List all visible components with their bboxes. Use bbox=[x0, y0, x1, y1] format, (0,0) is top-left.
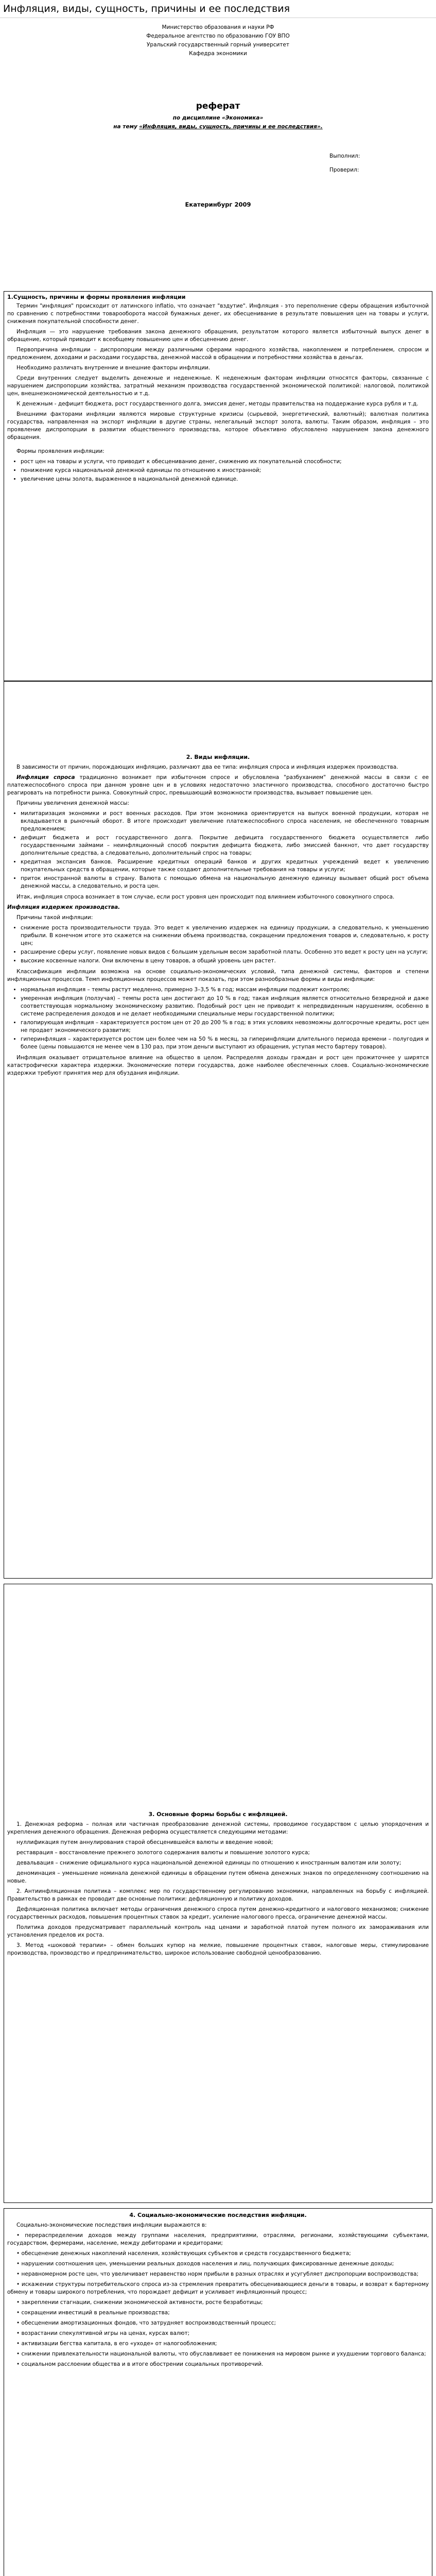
demand-causes-list bbox=[7, 810, 429, 890]
paragraph: деноминация – уменьшение номинала денежной единицы в обращении путем обмена денежных знаков по определенному соотношению на новые. bbox=[7, 1870, 429, 1884]
forms-label: Формы проявления инфляции: bbox=[16, 448, 104, 454]
discipline-prefix: по дисциплине bbox=[172, 115, 220, 121]
list-item: • активизации бегства капитала, в его «уходе» от налогообложения; bbox=[16, 2341, 217, 2347]
paragraph: Необходимо различать внутренние и внешние факторы инфляции. bbox=[16, 365, 211, 371]
paragraph: девальвация – снижение официального курса национальной денежной единицы по отношению к иностранным валютам или золоту; bbox=[16, 1860, 402, 1866]
list-item: • нормальная инфляция – темпы растут медленно, примерно 3–3,5 % в год; массам инфляции подлежит контролю; bbox=[21, 986, 429, 994]
paragraph: Термин "инфляция" происходит от латинского inflatio, что означает "вздутие". Инфляция - это переполнение сферы обращения избыточной по сравнению с потребностями товарооборота массой бумажных денег, их обесценивание в результате повышения цен на товары и услуги, снижения покупательной способности денег. bbox=[7, 303, 429, 325]
list-item: • умеренная инфляция (ползучая) – темпы роста цен достигают до 10 % в год; такая инфляция является относительно безвредной и даже соответствующая нормальному экономическому развитию. Подобный рост цен не приводит к непредвиденным нарушениям, особенно в системе распределения доходов и не делает необходимыми специальные меры государственной политики; bbox=[21, 995, 429, 1018]
document bbox=[4, 18, 432, 2576]
cost-causes-label: Причины такой инфляции: bbox=[16, 914, 93, 921]
paragraph: Дефляционная политика включает методы ограничения денежного спроса путем денежно-кредитного и налогового механизмов; снижение государственных расходов, повышения процентных ставок за кредит, усиление налогового пресса, ограничение денежной массы. bbox=[7, 1906, 429, 1920]
doc-type: реферат bbox=[196, 101, 240, 111]
paragraph: Итак, инфляция спроса возникает в том случае, если рост уровня цен происходит под влиянием избыточного совокупного спроса. bbox=[16, 894, 395, 900]
list-item: • рост цен на товары и услуги, что приводит к обесцениванию денег, снижению их покупательной способности; bbox=[21, 458, 429, 466]
demand-label: Инфляция спроса bbox=[16, 774, 75, 781]
paragraph: Инфляция оказывает отрицательное влияние на общество в целом. Распределяя доходы граждан и рост цен прожиточнее у ширятся катастрофически характера издержки. Экономические потери государства, доже наиболее обеспеченных слоев. Социально-экономические издержки требуют принятия мер для обуздания инфляции. bbox=[7, 1055, 429, 1076]
inflation-types-list bbox=[7, 986, 429, 1051]
paragraph: 2. Антиинфляционная политика – комплекс мер по государственному регулированию экономики, направленных на борьбу с инфляцией. Правительство в рамках ее проводит две основные политики: дефляционную и политику доходов. bbox=[7, 1888, 429, 1902]
paragraph: Классификация инфляции возможна на основе социально-экономических условий, типа денежной системы, факторов и степени инфляционных процессов. Темп инфляционных процессов может показать, при этом разнообразные формы и виды инфляции: bbox=[7, 969, 429, 982]
section-1-box bbox=[4, 291, 432, 681]
section-2-heading: 2. Виды инфляции. bbox=[186, 754, 250, 760]
title-page-header bbox=[4, 23, 432, 58]
list-item: • обесценение денежных накоплений населения, хозяйствующих субъектов и средств государственного бюджета; bbox=[16, 2250, 351, 2257]
list-item: • кредитная экспансия банков. Расширение кредитных операций банков и других кредитных учреждений ведет к увеличению покупательных средств в обращении, которые также создают дополнительные требования на товары и услуги; bbox=[21, 858, 429, 874]
university-line: Уральский государственный горный университет bbox=[147, 42, 289, 48]
list-item: • снижении привлекательности национальной валюты, что обуславливает ее понижения на мировом рынке и ухудшении торгового баланса; bbox=[16, 2351, 426, 2357]
paragraph: Политика доходов предусматривает параллельный контроль над ценами и заработной платой путем полного их замораживания или установления пределов их роста. bbox=[7, 1924, 429, 1938]
ministry-line: Министерство образования и науки РФ bbox=[162, 24, 274, 30]
section-2-box bbox=[4, 681, 432, 1579]
section-3-box bbox=[4, 1584, 432, 2203]
paragraph: реставрация – восстановление прежнего золотого содержания валюты и повышение золотого курса; bbox=[16, 1850, 310, 1856]
paragraph: 1. Денежная реформа – полная или частичная преобразование денежной системы, проводимое государством с целью упорядочения и укрепления денежного обращения. Денежная реформа осуществляется следующими методами: bbox=[7, 1821, 429, 1835]
checked-label: Проверил: bbox=[329, 167, 359, 173]
list-item: • закреплении стагнации, снижении экономической активности, росте безработицы; bbox=[16, 2299, 263, 2306]
section-1-heading: 1.Сущность, причины и формы проявления инфляции bbox=[7, 294, 186, 300]
page-title: Инфляция, виды, сущность, причины и ее последствия bbox=[3, 3, 290, 14]
paragraph: В зависимости от причин, порождающих инфляцию, различают два ее типа: инфляция спроса и инфляция издержек производства. bbox=[16, 764, 398, 770]
section-4-content bbox=[7, 2212, 429, 2371]
list-item: • искажении структуры потребительского спроса из-за стремления превратить обесценивающиеся деньги в товары, и возврат к бартерному обмену и товары широкого потребления, что порождает дефицит и усиливает инфляционный процесс; bbox=[7, 2281, 429, 2295]
paragraph: К денежным - дефицит бюджета, рост государственного долга, эмиссия денег, методы правительства на поддержание курса рубля и т.д. bbox=[16, 401, 418, 407]
department-line: Кафедра экономики bbox=[189, 50, 247, 57]
section-3-heading: 3. Основные формы борьбы с инфляцией. bbox=[148, 1811, 288, 1818]
paragraph: 3. Метод «шоковой терапии» – обмен больших купюр на мелкие, повышение процентных ставок, налоговые меры, стимулирование производства, производство и предпринимательство, широкое использование свободной ценообразованию. bbox=[7, 1942, 429, 1956]
paragraph: Первопричина инфляции – диспропорции между различными сферами народного хозяйства, накоплением и потреблением, спросом и предложением, доходами и расходами государства, денежной массой в обращении и потребностями хозяйства в деньгах. bbox=[7, 347, 429, 361]
performed-label: Выполнил: bbox=[329, 153, 360, 159]
signature-block bbox=[329, 152, 391, 175]
list-item: • обесценении амортизационных фондов, что затрудняет воспроизводственный процесс; bbox=[16, 2320, 276, 2326]
title-page bbox=[4, 18, 432, 291]
paragraph: Среди внутренних следует выделить денежные и неденежные. К неденежным факторам инфляции относятся факторы, связанные с нарушением диспропорции хозяйства, затратный механизм производства государственной экономической политикой: налоговой, политикой цен, внешнеэкономической деятельностью и т.д. bbox=[7, 375, 429, 397]
list-item: • возрастании спекулятивной игры на ценах, курсах валют; bbox=[16, 2330, 190, 2336]
paragraph: Социально-экономические последствия инфляции выражаются в: bbox=[16, 2222, 207, 2228]
cost-heading: Инфляция издержек производства. bbox=[7, 904, 120, 910]
section-1-content bbox=[7, 294, 429, 486]
discipline-name: «Экономика» bbox=[222, 115, 264, 121]
list-item: • социальном расслоении общества и в итоге обострении социальных противоречий. bbox=[16, 2361, 264, 2367]
agency-line: Федеральное агентство по образованию ГОУ ВПО bbox=[146, 33, 290, 39]
topic-line bbox=[4, 123, 432, 131]
list-item: • сокращении инвестиций в реальные производства; bbox=[16, 2310, 170, 2316]
title-block bbox=[4, 100, 432, 131]
list-item: • гиперинфляция – характеризуется ростом цен более чем на 50 % в месяц, за гиперинфляции длительного периода времени – полугодия и более (цены повышаются не менее чем в 130 раз, при этом деньги выступают из обращения, уступая место бартеру товаров). bbox=[21, 1036, 429, 1051]
list-item: • галопирующая инфляция – характеризуется ростом цен от 20 до 200 % в год; в этих условиях невозможны долгосрочные кредиты, рост цен не продает экономического развития; bbox=[21, 1019, 429, 1035]
section-4-box bbox=[4, 2208, 432, 2576]
demand-causes-label: Причины увеличения денежной массы: bbox=[16, 800, 129, 806]
forms-list bbox=[7, 458, 429, 483]
topic-name: «Инфляция, виды, сущность, причины и ее последствия». bbox=[139, 124, 323, 130]
section-4-heading: 4. Социально-экономические последствия инфляции. bbox=[129, 2212, 307, 2218]
list-item: • перераспределении доходов между группами населения, предприятиями, отраслями, регионами, хозяйствующими субъектами, государством, фермерами, население, между дебиторами и кредиторами; bbox=[7, 2232, 429, 2246]
discipline-line bbox=[4, 114, 432, 123]
demand-text: традиционно возникает при избыточном спросе и обусловлена "разбуханием" денежной массы в связи с ее платежеспособного спроса при данном уровне цен и в условиях недостаточно эластичного производства, способного достаточно быстро реагировать на потребности рынка. Совокупный спрос, превышающий возможности производства, вызывает повышение цен. bbox=[7, 774, 429, 796]
paragraph: нуллификация путем аннулирования старой обесценившейся валюты и введение новой; bbox=[16, 1839, 273, 1845]
section-2-content bbox=[7, 754, 429, 1080]
list-item: • милитаризация экономики и рост военных расходов. При этом экономика ориентируется на выпуск военной продукции, которая не вкладывается в рыночный оборот. В итоге происходит увеличение платежеспособного спроса населения, не обеспеченного товарным предложением; bbox=[21, 810, 429, 833]
list-item: • неравномерном росте цен, что увеличивает неравенство норм прибыли в разных отраслях и усугубляет диспропорции воспроизводства; bbox=[16, 2271, 418, 2277]
paragraph: Инфляция — это нарушение требования закона денежного обращения, результатом которого является избыточный выпуск денег в обращение, который приводит к всеобщему повышению цен и обесценению денег. bbox=[7, 329, 429, 343]
list-item: • высокие косвенные налоги. Они включены в цену товаров, а общий уровень цен растет. bbox=[21, 957, 429, 965]
list-item: • дефицит бюджета и рост государственного долга. Покрытие дефицита государственного бюджета осуществляется либо государственными займами – неинфляционный способ покрытия дефицита бюджета, либо эмиссией банкнот, что дает государству дополнительные средства, а следовательно, дополнительный спрос на товары; bbox=[21, 834, 429, 857]
list-item: • увеличение цены золота, выраженное в национальной денежной единице. bbox=[21, 476, 429, 483]
list-item: • нарушении соотношения цен, уменьшении реальных доходов населения и лиц, получающих фиксированные денежные доходы; bbox=[16, 2261, 394, 2267]
window-title-bar bbox=[0, 0, 436, 18]
topic-prefix: на тему bbox=[113, 124, 137, 130]
section-3-content bbox=[7, 1811, 429, 1960]
list-item: • расширение сферы услуг, появление новых видов с большим удельным весом заработной платы. Особенно это ведет к росту цен на услуги; bbox=[21, 948, 429, 956]
paragraph: Внешними факторами инфляции являются мировые структурные кризисы (сырьевой, энергетический, валютный); валютная политика государства, направленная на экспорт инфляции в другие страны, нелегальный экспорт золота, валюты. Таким образом, инфляция – это проявление диспропорции в развитии общественного производства, которое объективно обусловлено нарушением закона денежного обращения. bbox=[7, 411, 429, 440]
cost-causes-list bbox=[7, 924, 429, 965]
city-year: Екатеринбург 2009 bbox=[185, 201, 251, 208]
list-item: • приток иностранной валюты в страну. Валюта с помощью обмена на национальную денежную единицу вызывает общий рост объема денежной массы, а следовательно, и роста цен. bbox=[21, 875, 429, 890]
list-item: • понижение курса национальной денежной единицы по отношению к иностранной; bbox=[21, 467, 429, 474]
list-item: • снижение роста производительности труда. Это ведет к увеличению издержек на единицу продукции, а следовательно, к уменьшению прибыли. В конечном итоге это скажется на снижении объема производства, сокращении предложения товаров и, следовательно, к росту цен; bbox=[21, 924, 429, 947]
paragraph bbox=[7, 774, 429, 797]
